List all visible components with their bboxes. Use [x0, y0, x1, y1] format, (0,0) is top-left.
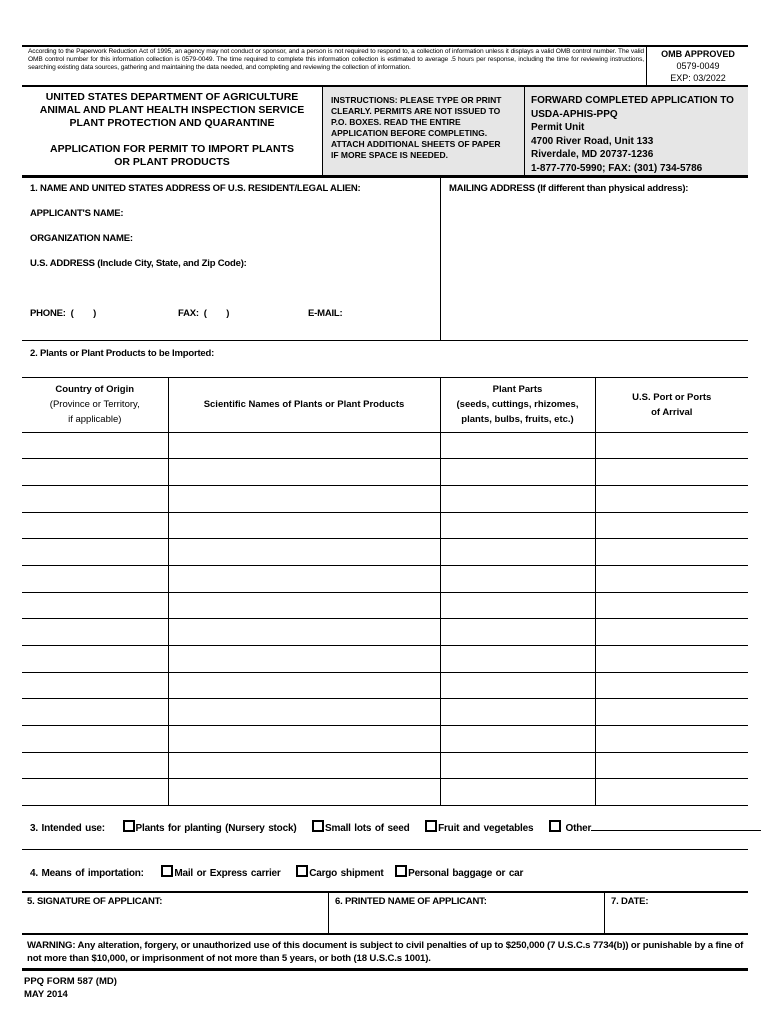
instruction-line: ATTACH ADDITIONAL SHEETS OF PAPER: [331, 139, 501, 149]
agency-line: ANIMAL AND PLANT HEALTH INSPECTION SERVICE: [39, 104, 305, 116]
form-number: PPQ FORM 587 (MD): [24, 976, 117, 987]
column-header-line: if applicable): [68, 414, 122, 426]
table-row: [22, 432, 748, 459]
column-header-line: Country of Origin: [55, 384, 135, 396]
email-field[interactable]: E-MAIL:: [308, 308, 343, 319]
intended-use: [30, 820, 761, 834]
table-cell[interactable]: [168, 779, 440, 806]
table-cell[interactable]: [440, 752, 595, 779]
organization-name-field[interactable]: ORGANIZATION NAME:: [30, 233, 133, 244]
table-cell[interactable]: [440, 432, 595, 459]
form-title: APPLICATION FOR PERMIT TO IMPORT PLANTS: [49, 143, 295, 155]
omb-exp: EXP: 03/2022: [670, 73, 726, 83]
option-baggage[interactable]: [395, 868, 523, 879]
table-cell[interactable]: [440, 726, 595, 753]
table-cell[interactable]: [168, 726, 440, 753]
other-input-line[interactable]: [591, 821, 761, 831]
paperwork-notice: According to the Paperwork Reduction Act of 1995, an agency may not conduct or sponsor, and a person is not required to respond to, a collection of information unless it displays a valid OMB control number. The valid OMB control number for this information collection is 0579-0049. The time required to complete this information collection is estimated to average .5 hours per response, including the time for reviewing instructions, searching existing data sources, gathering and maintaining the data needed, and completing and reviewing the collection of information.: [28, 48, 644, 71]
table-cell[interactable]: [440, 619, 595, 646]
table-cell[interactable]: [22, 672, 168, 699]
table-cell[interactable]: [595, 592, 748, 619]
instruction-line: INSTRUCTIONS: PLEASE TYPE OR PRINT: [331, 95, 502, 105]
table-cell[interactable]: [168, 565, 440, 592]
checkbox[interactable]: [161, 865, 173, 877]
table-cell[interactable]: [22, 619, 168, 646]
address-line: Riverdale, MD 20737-1236: [531, 149, 654, 160]
table-cell[interactable]: [440, 699, 595, 726]
form-date: MAY 2014: [24, 989, 68, 1000]
table-cell[interactable]: [168, 619, 440, 646]
table-cell[interactable]: [595, 485, 748, 512]
table-cell[interactable]: [22, 565, 168, 592]
table-cell[interactable]: [22, 726, 168, 753]
option-mail[interactable]: [161, 868, 280, 879]
section1-title: 1. NAME AND UNITED STATES ADDRESS OF U.S. RESIDENT/LEGAL ALIEN:: [30, 183, 361, 194]
table-cell[interactable]: [595, 646, 748, 673]
column-header: [22, 378, 168, 432]
instruction-line: APPLICATION BEFORE COMPLETING.: [331, 128, 488, 138]
table-cell[interactable]: [595, 726, 748, 753]
omb-number: 0579-0049: [676, 61, 720, 71]
table-cell[interactable]: [595, 619, 748, 646]
column-header-line: (Province or Territory,: [49, 399, 140, 411]
signature-field[interactable]: 5. SIGNATURE OF APPLICANT:: [27, 896, 163, 907]
agency-line: PLANT PROTECTION AND QUARANTINE: [69, 117, 275, 129]
option-label: Fruit and vegetables: [438, 823, 534, 834]
forward-address: [531, 94, 734, 175]
checkbox[interactable]: [395, 865, 407, 877]
phone-field[interactable]: PHONE: ( ): [30, 308, 97, 319]
table-row: [22, 726, 748, 753]
table-cell[interactable]: [595, 672, 748, 699]
table-cell[interactable]: [22, 459, 168, 486]
address-line: FORWARD COMPLETED APPLICATION TO: [531, 95, 734, 106]
table-row: [22, 646, 748, 673]
table-row: [22, 565, 748, 592]
table-cell[interactable]: [440, 646, 595, 673]
table-row: [22, 459, 748, 486]
table-cell[interactable]: [595, 699, 748, 726]
option-label: Other: [561, 823, 592, 834]
table-cell[interactable]: [22, 539, 168, 566]
table-row: [22, 672, 748, 699]
checkbox[interactable]: [549, 820, 561, 832]
table-cell[interactable]: [168, 539, 440, 566]
option-fruit[interactable]: [425, 823, 533, 834]
checkbox[interactable]: [425, 820, 437, 832]
column-header-line: plants, bulbs, fruits, etc.): [461, 414, 574, 426]
table-row: [22, 512, 748, 539]
table-header: [22, 378, 748, 432]
agency-name: [22, 91, 322, 169]
table-cell[interactable]: [22, 485, 168, 512]
address-line: 4700 River Road, Unit 133: [531, 135, 654, 147]
table-cell[interactable]: [440, 485, 595, 512]
column-header: [168, 378, 440, 432]
table-cell[interactable]: [595, 512, 748, 539]
checkbox[interactable]: [312, 820, 324, 832]
form-title: OR PLANT PRODUCTS: [114, 156, 230, 168]
omb-approval: [648, 48, 748, 84]
table-cell[interactable]: [440, 512, 595, 539]
column-header: [595, 378, 748, 432]
form-footer: [24, 975, 117, 1001]
table-cell[interactable]: [22, 646, 168, 673]
table-cell[interactable]: [440, 539, 595, 566]
column-header-line: of Arrival: [651, 406, 693, 418]
plants-table: [22, 378, 748, 806]
table-cell[interactable]: [595, 459, 748, 486]
address-line: 1-877-770-5990; FAX: (301) 734-5786: [531, 162, 703, 174]
table-cell[interactable]: [595, 539, 748, 566]
table-cell[interactable]: [595, 779, 748, 806]
table-row: [22, 779, 748, 806]
table-row: [22, 592, 748, 619]
table-cell[interactable]: [168, 672, 440, 699]
section2-title: 2. Plants or Plant Products to be Imported:: [30, 348, 215, 359]
printed-name-field[interactable]: 6. PRINTED NAME OF APPLICANT:: [335, 896, 487, 907]
table-cell[interactable]: [595, 752, 748, 779]
column-header: [440, 378, 595, 432]
option-label: Mail or Express carrier: [174, 868, 281, 879]
applicant-name-field[interactable]: APPLICANT'S NAME:: [30, 208, 124, 219]
fax-field[interactable]: FAX: ( ): [178, 308, 230, 319]
option-label: Small lots of seed: [325, 823, 410, 834]
checkbox[interactable]: [296, 865, 308, 877]
table-row: [22, 485, 748, 512]
address-line: USDA-APHIS-PPQ: [531, 108, 618, 120]
instructions: [331, 95, 502, 161]
us-address-field[interactable]: U.S. ADDRESS (Include City, State, and Zip Code):: [30, 258, 247, 269]
table-cell[interactable]: [595, 565, 748, 592]
table-cell[interactable]: [440, 592, 595, 619]
table-row: [22, 752, 748, 779]
checkbox[interactable]: [123, 820, 135, 832]
table-row: [22, 699, 748, 726]
instruction-line: P.O. BOXES. READ THE ENTIRE: [331, 117, 461, 127]
intended-use-label: 3. Intended use:: [30, 823, 105, 834]
table-cell[interactable]: [168, 752, 440, 779]
means-label: 4. Means of importation:: [30, 868, 144, 879]
table-cell[interactable]: [22, 779, 168, 806]
option-label: Plants for planting (Nursery stock): [135, 823, 297, 834]
column-header-line: Scientific Names of Plants or Plant Products: [203, 399, 405, 411]
table-cell[interactable]: [22, 592, 168, 619]
warning-text: WARNING: Any alteration, forgery, or unauthorized use of this document is subject to civil penalties of up to $250,000 (7 U.S.C.s 7734(b)) or punishable by a fine of not more than $10,000, or imprisonment of not more than 5 years, or both (18 U.S.C.s 1001).: [27, 940, 744, 964]
column-header-line: Plant Parts: [492, 384, 543, 396]
table-cell[interactable]: [168, 432, 440, 459]
column-header-line: (seeds, cuttings, rhizomes,: [456, 399, 579, 411]
table-cell[interactable]: [22, 699, 168, 726]
table-cell[interactable]: [168, 592, 440, 619]
table-cell[interactable]: [22, 752, 168, 779]
option-seed[interactable]: [312, 823, 409, 834]
means-of-importation: [30, 865, 523, 879]
option-label: Personal baggage or car: [408, 868, 524, 879]
table-row: [22, 539, 748, 566]
table-cell[interactable]: [22, 432, 168, 459]
table-cell[interactable]: [168, 512, 440, 539]
omb-title: OMB APPROVED: [661, 49, 735, 59]
date-field[interactable]: 7. DATE:: [611, 896, 649, 907]
mailing-address-label[interactable]: MAILING ADDRESS (If different than physical address):: [449, 183, 689, 194]
option-other[interactable]: [549, 823, 761, 834]
table-row: [22, 619, 748, 646]
table-cell[interactable]: [440, 779, 595, 806]
option-cargo[interactable]: [296, 868, 383, 879]
table-cell[interactable]: [168, 459, 440, 486]
column-header-line: U.S. Port or Ports: [632, 391, 712, 403]
table-cell[interactable]: [168, 485, 440, 512]
table-cell[interactable]: [168, 699, 440, 726]
option-label: Cargo shipment: [309, 868, 384, 879]
instruction-line: IF MORE SPACE IS NEEDED.: [331, 150, 448, 160]
instruction-line: CLEARLY. PERMITS ARE NOT ISSUED TO: [331, 106, 501, 116]
table-cell[interactable]: [168, 646, 440, 673]
table-cell[interactable]: [440, 672, 595, 699]
table-cell[interactable]: [22, 512, 168, 539]
table-cell[interactable]: [440, 459, 595, 486]
option-nursery[interactable]: [123, 823, 297, 834]
address-line: Permit Unit: [531, 122, 585, 133]
table-cell[interactable]: [440, 565, 595, 592]
agency-line: UNITED STATES DEPARTMENT OF AGRICULTURE: [45, 91, 299, 103]
table-cell[interactable]: [595, 432, 748, 459]
